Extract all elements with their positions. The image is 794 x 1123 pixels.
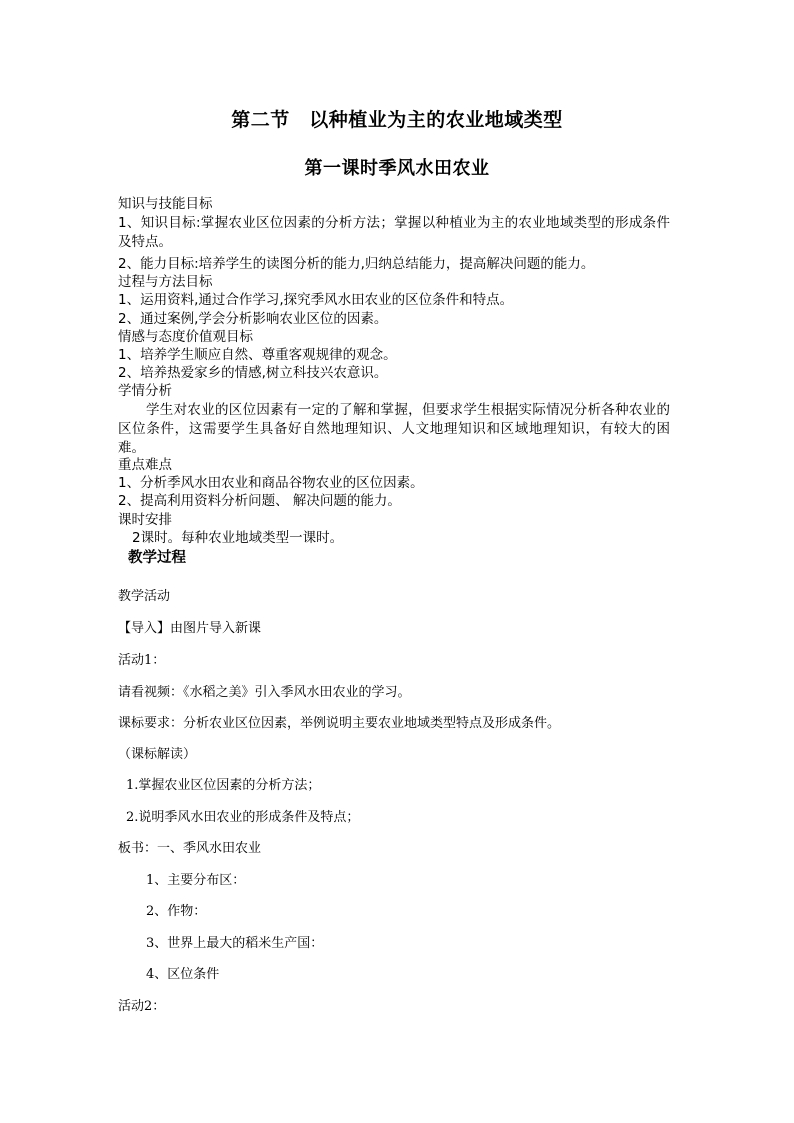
learner-analysis-heading: 学情分析 [118, 383, 172, 399]
board-item-2: 2、作物： [146, 904, 207, 919]
emotion-goal-2: 2、培养热爱家乡的情感,树立科技兴农意识。 [118, 365, 388, 381]
curriculum-interpretation: （课标解读） [118, 747, 197, 762]
emotion-goal-1: 1、培养学生顺应自然、尊重客观规律的观念。 [118, 347, 397, 363]
curriculum-requirement: 课标要求：分析农业区位因素，举例说明主要农业地域类型特点及形成条件。 [118, 716, 561, 731]
knowledge-goal-heading: 知识与技能目标 [118, 196, 213, 212]
board-item-4: 4、区位条件 [146, 967, 220, 982]
activity-1: 活动1： [118, 653, 166, 668]
emotion-goal-heading: 情感与态度价值观目标 [118, 329, 253, 345]
board-item-1: 1、主要分布区： [146, 873, 246, 888]
board-heading: 板书：一、季风水田农业 [118, 841, 262, 856]
knowledge-goal-1: 1、知识目标:掌握农业区位因素的分析方法；掌握以种植业为主的农业地域类型的形成条件及特点。 [118, 215, 670, 250]
learner-analysis-text: 学生对农业的区位因素有一定的了解和掌握，但要求学生根据实际情况分析各种农业的区位条件，这需要学生具备好自然地理知识、人文地理知识和区域地理知识，有较大的困难。 [118, 402, 670, 456]
process-goal-2: 2、通过案例,学会分析影响农业区位的因素。 [118, 311, 388, 327]
lesson-title: 第一课时季风水田农业 [304, 158, 490, 179]
process-goal-heading: 过程与方法目标 [118, 274, 213, 290]
key-point-1: 1、分析季风水田农业和商品谷物农业的区位因素。 [118, 475, 424, 491]
section-title: 第二节 以种植业为主的农业地域类型 [231, 109, 563, 131]
watch-video: 请看视频：《水稻之美》引入季风水田农业的学习。 [118, 685, 411, 700]
key-points-heading: 重点难点 [118, 457, 172, 473]
schedule-heading: 课时安排 [118, 512, 172, 528]
key-point-2: 2、提高利用资料分析问题、 解决问题的能力。 [118, 493, 401, 509]
teaching-process-heading: 教学过程 [128, 549, 186, 566]
activity-2: 活动2： [118, 999, 166, 1014]
board-item-3: 3、世界上最大的稻米生产国： [146, 936, 324, 951]
process-goal-1: 1、运用资料,通过合作学习,探究季风水田农业的区位条件和特点。 [118, 292, 514, 308]
interpretation-1: 1.掌握农业区位因素的分析方法； [126, 778, 321, 793]
schedule-text: 2课时。每种农业地域类型一课时。 [132, 530, 344, 546]
intro: 【导入】由图片导入新课 [118, 621, 262, 636]
teaching-activity: 教学活动 [118, 589, 171, 604]
interpretation-2: 2.说明季风水田农业的形成条件及特点； [126, 810, 360, 825]
knowledge-goal-2: 2、能力目标:培养学生的读图分析的能力,归纳总结能力，提高解决问题的能力。 [118, 256, 595, 272]
